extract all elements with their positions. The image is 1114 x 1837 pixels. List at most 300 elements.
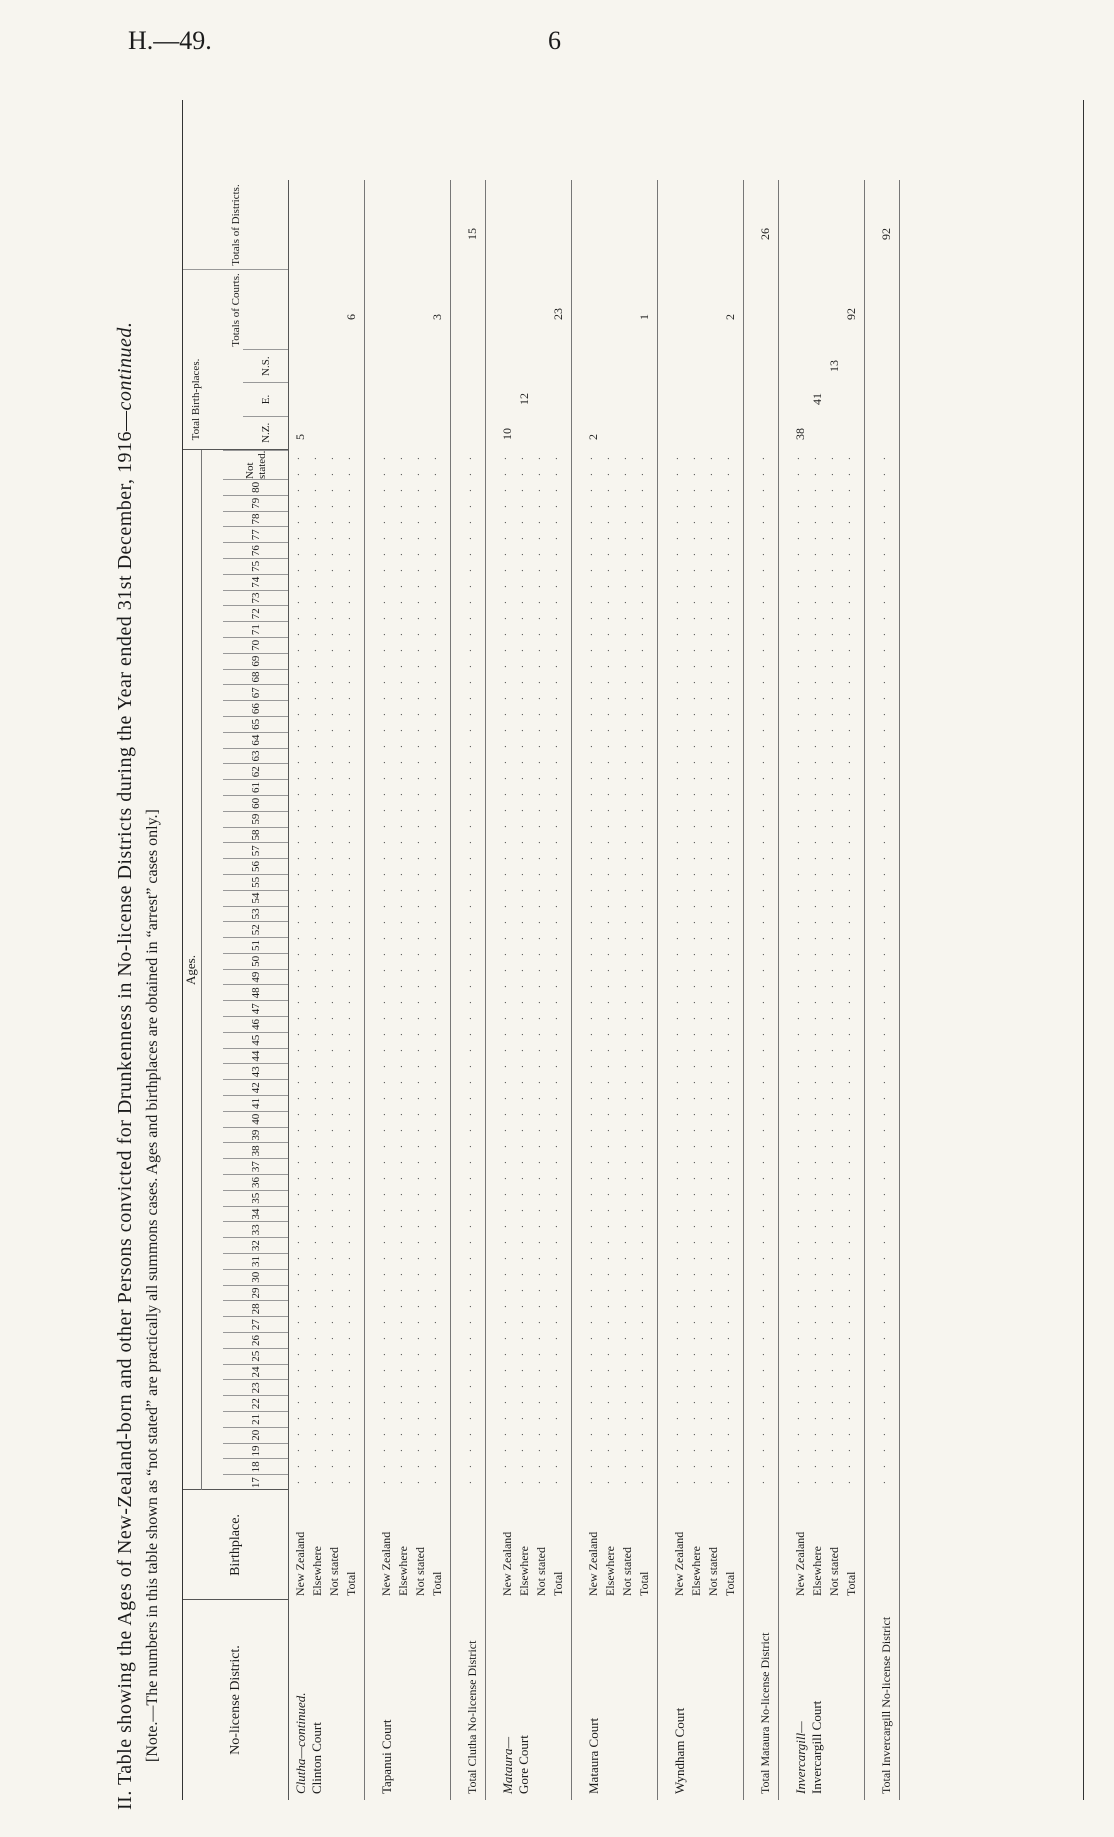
- age-cell: ·: [413, 1015, 425, 1021]
- age-cell: ·: [396, 1351, 408, 1357]
- age-cell: ·: [844, 887, 856, 893]
- age-cell: ·: [344, 727, 356, 733]
- age-cell: ·: [379, 903, 391, 909]
- table-note: [Note.—The numbers in this table shown as “not stated” are practically all summons cases. Ages and birthplaces are obtained in “arrest” cases only.]: [144, 809, 161, 1762]
- age-cell: ·: [500, 1351, 512, 1357]
- age-cell: ·: [344, 1111, 356, 1117]
- age-cell: ·: [413, 775, 425, 781]
- age-cells: [603, 450, 615, 1490]
- age-cell: ·: [586, 1399, 598, 1405]
- age-cell: ·: [586, 1047, 598, 1053]
- age-cell: ·: [672, 535, 684, 541]
- age-cell: ·: [430, 919, 442, 925]
- age-cell: ·: [620, 583, 632, 589]
- age-cell: ·: [827, 1223, 839, 1229]
- age-cell: ·: [620, 1415, 632, 1421]
- age-cell: ·: [586, 951, 598, 957]
- age-cell: ·: [327, 967, 339, 973]
- age-cell: ·: [689, 535, 701, 541]
- age-cell: ·: [827, 1095, 839, 1101]
- age-cell: ·: [723, 823, 735, 829]
- age-cell: ·: [758, 1303, 770, 1309]
- age-cell: ·: [551, 455, 563, 461]
- birthplace-label: Total: [430, 1571, 444, 1596]
- age-cell: ·: [413, 583, 425, 589]
- age-cell: ·: [844, 1303, 856, 1309]
- age-cell: ·: [413, 1031, 425, 1037]
- age-cell: ·: [758, 1223, 770, 1229]
- age-cell: ·: [603, 999, 615, 1005]
- age-cell: ·: [844, 1047, 856, 1053]
- age-cell: ·: [551, 1335, 563, 1341]
- age-cell: ·: [430, 615, 442, 621]
- age-cell: ·: [534, 471, 546, 477]
- age-cell: ·: [706, 1303, 718, 1309]
- age-cell: ·: [810, 935, 822, 941]
- age-cell: ·: [758, 1335, 770, 1341]
- age-cell: ·: [810, 1383, 822, 1389]
- age-cell: ·: [293, 759, 305, 765]
- age-cell: ·: [810, 807, 822, 813]
- age-cell: ·: [430, 1367, 442, 1373]
- age-cell: ·: [327, 1127, 339, 1133]
- age-cell: ·: [551, 1255, 563, 1261]
- age-cell: ·: [706, 1159, 718, 1165]
- age-cell: ·: [879, 1335, 891, 1341]
- age-cell: ·: [620, 759, 632, 765]
- age-cell: ·: [327, 935, 339, 941]
- age-cell: ·: [827, 1127, 839, 1133]
- age-cell: ·: [465, 679, 477, 685]
- age-cell: ·: [396, 903, 408, 909]
- age-cell: ·: [879, 1415, 891, 1421]
- age-cell: ·: [620, 695, 632, 701]
- age-cell: ·: [310, 1207, 322, 1213]
- age-cell: ·: [413, 519, 425, 525]
- age-cell: ·: [689, 1159, 701, 1165]
- age-cell: ·: [379, 935, 391, 941]
- age-cell: ·: [293, 1095, 305, 1101]
- age-cell: ·: [689, 695, 701, 701]
- age-cell: ·: [603, 1063, 615, 1069]
- age-cell: ·: [689, 727, 701, 733]
- age-cell: ·: [603, 1271, 615, 1277]
- age-label: 21: [223, 1411, 288, 1427]
- age-cell: ·: [534, 775, 546, 781]
- age-cell: ·: [706, 935, 718, 941]
- age-cell: ·: [672, 903, 684, 909]
- age-cell: ·: [827, 1063, 839, 1069]
- age-cell: ·: [396, 807, 408, 813]
- age-cell: ·: [310, 1095, 322, 1101]
- age-cell: ·: [310, 583, 322, 589]
- age-cell: ·: [430, 807, 442, 813]
- birthplace-label: Elsewhere: [517, 1546, 531, 1596]
- age-cell: ·: [551, 471, 563, 477]
- age-cell: ·: [672, 935, 684, 941]
- age-cell: ·: [758, 1319, 770, 1325]
- age-cell: ·: [689, 967, 701, 973]
- age-cell: ·: [706, 1463, 718, 1469]
- data-table: [182, 100, 1084, 1800]
- birthplace-label: Total: [723, 1571, 737, 1596]
- age-cell: ·: [827, 903, 839, 909]
- age-cell: ·: [603, 743, 615, 749]
- age-label: 49: [223, 969, 288, 985]
- age-cell: ·: [327, 1383, 339, 1389]
- age-cell: ·: [603, 1479, 615, 1485]
- age-label: 72: [223, 605, 288, 621]
- age-cell: ·: [396, 535, 408, 541]
- age-cell: ·: [293, 567, 305, 573]
- age-cell: ·: [810, 1175, 822, 1181]
- birthplace-label: Total: [551, 1571, 565, 1596]
- age-cell: ·: [413, 615, 425, 621]
- age-cells: [534, 450, 546, 1490]
- age-cell: ·: [758, 679, 770, 685]
- age-cell: ·: [517, 1095, 529, 1101]
- age-cell: ·: [603, 1287, 615, 1293]
- age-cell: ·: [534, 1239, 546, 1245]
- age-cell: ·: [844, 1319, 856, 1325]
- age-cell: ·: [758, 1095, 770, 1101]
- age-cell: ·: [500, 1207, 512, 1213]
- age-label: 46: [223, 1016, 288, 1032]
- birthplace-label: Elsewhere: [396, 1546, 410, 1596]
- age-cell: ·: [413, 887, 425, 893]
- age-cell: ·: [810, 759, 822, 765]
- age-cell: ·: [430, 1383, 442, 1389]
- value-cell: 3: [430, 314, 444, 320]
- age-cell: ·: [637, 1479, 649, 1485]
- age-cell: ·: [379, 855, 391, 861]
- age-cell: ·: [758, 1271, 770, 1277]
- age-cell: ·: [413, 711, 425, 717]
- age-cell: ·: [534, 951, 546, 957]
- age-cell: ·: [879, 1207, 891, 1213]
- age-cell: ·: [396, 919, 408, 925]
- age-cell: ·: [396, 1111, 408, 1117]
- district-name: Clutha—continued.: [293, 1692, 308, 1794]
- age-cell: ·: [603, 663, 615, 669]
- age-cell: ·: [706, 1479, 718, 1485]
- age-cell: ·: [758, 1239, 770, 1245]
- age-cell: ·: [500, 823, 512, 829]
- age-cell: ·: [620, 1063, 632, 1069]
- age-cell: ·: [637, 935, 649, 941]
- age-cell: ·: [534, 1287, 546, 1293]
- age-cell: ·: [379, 1399, 391, 1405]
- age-cell: ·: [517, 1463, 529, 1469]
- age-cell: ·: [723, 583, 735, 589]
- age-cell: ·: [327, 487, 339, 493]
- age-cell: ·: [551, 1031, 563, 1037]
- age-cell: ·: [810, 647, 822, 653]
- age-cell: ·: [637, 551, 649, 557]
- age-cell: ·: [517, 1015, 529, 1021]
- age-cell: ·: [844, 519, 856, 525]
- age-cell: ·: [810, 583, 822, 589]
- age-cell: ·: [637, 519, 649, 525]
- age-cell: ·: [810, 1351, 822, 1357]
- age-cell: ·: [758, 535, 770, 541]
- age-cell: ·: [844, 855, 856, 861]
- age-cell: ·: [517, 647, 529, 653]
- age-cell: ·: [603, 727, 615, 733]
- age-cell: ·: [844, 1367, 856, 1373]
- age-cell: ·: [844, 807, 856, 813]
- age-cell: ·: [551, 711, 563, 717]
- age-cell: ·: [810, 1191, 822, 1197]
- age-cell: ·: [689, 1191, 701, 1197]
- age-cell: ·: [344, 1095, 356, 1101]
- age-cell: ·: [534, 1351, 546, 1357]
- age-cell: ·: [344, 1383, 356, 1389]
- age-cell: ·: [706, 903, 718, 909]
- age-cell: ·: [879, 631, 891, 637]
- age-cell: ·: [327, 1175, 339, 1181]
- age-cell: ·: [793, 1191, 805, 1197]
- age-cell: ·: [586, 1159, 598, 1165]
- age-cell: ·: [293, 775, 305, 781]
- age-cells: [413, 450, 425, 1490]
- age-cell: ·: [413, 455, 425, 461]
- birthplace-label: Total: [844, 1571, 858, 1596]
- age-cell: ·: [500, 1287, 512, 1293]
- group-separator: [450, 180, 451, 1800]
- age-cell: ·: [465, 1303, 477, 1309]
- age-cell: ·: [706, 1047, 718, 1053]
- age-cell: ·: [706, 871, 718, 877]
- age-cell: ·: [293, 1159, 305, 1165]
- age-cell: ·: [396, 855, 408, 861]
- age-cell: ·: [827, 839, 839, 845]
- age-cell: ·: [327, 759, 339, 765]
- age-cell: ·: [758, 983, 770, 989]
- age-cell: ·: [637, 1399, 649, 1405]
- age-cell: ·: [603, 567, 615, 573]
- age-cell: ·: [534, 1143, 546, 1149]
- age-cell: ·: [327, 535, 339, 541]
- age-cell: ·: [637, 615, 649, 621]
- age-cell: ·: [879, 1479, 891, 1485]
- age-cell: ·: [430, 791, 442, 797]
- age-cell: ·: [344, 551, 356, 557]
- age-cell: ·: [465, 663, 477, 669]
- age-cell: ·: [620, 983, 632, 989]
- value-cell: 12: [517, 393, 531, 405]
- age-cell: ·: [758, 1255, 770, 1261]
- age-cell: ·: [706, 823, 718, 829]
- age-cell: ·: [603, 1431, 615, 1437]
- age-cell: ·: [517, 743, 529, 749]
- age-cell: ·: [706, 1335, 718, 1341]
- age-cell: ·: [723, 519, 735, 525]
- age-cell: ·: [465, 1431, 477, 1437]
- age-cell: ·: [844, 791, 856, 797]
- age-cell: ·: [551, 759, 563, 765]
- age-cell: ·: [430, 599, 442, 605]
- age-cell: ·: [551, 615, 563, 621]
- age-cell: ·: [534, 663, 546, 669]
- age-cell: ·: [620, 935, 632, 941]
- age-cell: ·: [430, 503, 442, 509]
- age-label: 60: [223, 795, 288, 811]
- age-cell: ·: [517, 1111, 529, 1117]
- age-cell: ·: [706, 1351, 718, 1357]
- age-cell: ·: [827, 1479, 839, 1485]
- age-cell: ·: [706, 679, 718, 685]
- district-name: Mataura—: [500, 1736, 515, 1794]
- age-cell: ·: [620, 1047, 632, 1053]
- age-cell: ·: [793, 663, 805, 669]
- age-cell: ·: [689, 631, 701, 637]
- age-cell: ·: [793, 887, 805, 893]
- age-cell: ·: [723, 743, 735, 749]
- age-cell: ·: [586, 519, 598, 525]
- age-cell: ·: [293, 983, 305, 989]
- age-cell: ·: [327, 647, 339, 653]
- age-cell: ·: [310, 727, 322, 733]
- age-cell: ·: [500, 759, 512, 765]
- age-cell: ·: [586, 1111, 598, 1117]
- birthplace-label: New Zealand: [672, 1531, 686, 1596]
- age-cell: ·: [879, 743, 891, 749]
- age-cell: ·: [551, 1079, 563, 1085]
- age-cell: ·: [551, 551, 563, 557]
- age-cell: ·: [637, 903, 649, 909]
- age-cell: ·: [344, 1079, 356, 1085]
- age-cell: ·: [827, 951, 839, 957]
- age-cell: ·: [586, 967, 598, 973]
- age-cell: ·: [327, 903, 339, 909]
- age-cell: ·: [706, 983, 718, 989]
- age-cell: ·: [723, 983, 735, 989]
- age-cell: ·: [500, 487, 512, 493]
- age-cell: ·: [689, 615, 701, 621]
- age-cell: ·: [430, 983, 442, 989]
- age-cell: ·: [827, 487, 839, 493]
- age-cell: ·: [534, 519, 546, 525]
- age-cell: ·: [827, 695, 839, 701]
- age-cell: ·: [603, 823, 615, 829]
- age-cell: ·: [879, 823, 891, 829]
- age-cell: ·: [827, 567, 839, 573]
- age-cell: ·: [723, 599, 735, 605]
- age-cell: ·: [620, 1383, 632, 1389]
- age-cell: ·: [327, 807, 339, 813]
- age-cell: ·: [310, 903, 322, 909]
- age-cell: ·: [379, 999, 391, 1005]
- age-cell: ·: [327, 1031, 339, 1037]
- age-cell: ·: [344, 919, 356, 925]
- age-cell: ·: [689, 791, 701, 797]
- age-cell: ·: [672, 1143, 684, 1149]
- group-separator: [743, 180, 744, 1800]
- age-cell: ·: [517, 487, 529, 493]
- age-cell: ·: [758, 791, 770, 797]
- age-cell: ·: [500, 903, 512, 909]
- age-cell: ·: [586, 551, 598, 557]
- group-separator: [899, 180, 900, 1800]
- age-cell: ·: [723, 647, 735, 653]
- age-cell: ·: [310, 871, 322, 877]
- age-cell: ·: [879, 1111, 891, 1117]
- age-cell: ·: [603, 1095, 615, 1101]
- age-cell: ·: [879, 1079, 891, 1085]
- age-cell: ·: [500, 1303, 512, 1309]
- age-cell: ·: [793, 679, 805, 685]
- age-cell: ·: [758, 1111, 770, 1117]
- age-cell: ·: [413, 1335, 425, 1341]
- age-cell: ·: [534, 967, 546, 973]
- age-cell: ·: [879, 1271, 891, 1277]
- age-cell: ·: [413, 471, 425, 477]
- value-cell: 26: [758, 228, 772, 240]
- age-cell: ·: [723, 1479, 735, 1485]
- age-cell: ·: [534, 1207, 546, 1213]
- age-cells: [810, 450, 822, 1490]
- age-cell: ·: [379, 583, 391, 589]
- age-cell: ·: [517, 759, 529, 765]
- age-cell: ·: [327, 1223, 339, 1229]
- age-cell: ·: [672, 871, 684, 877]
- age-cell: ·: [844, 471, 856, 477]
- age-cell: ·: [793, 631, 805, 637]
- age-cell: ·: [689, 1175, 701, 1181]
- age-cell: ·: [465, 1255, 477, 1261]
- age-cell: ·: [500, 631, 512, 637]
- age-cell: ·: [430, 551, 442, 557]
- age-cell: ·: [672, 487, 684, 493]
- age-cell: ·: [396, 647, 408, 653]
- age-cell: ·: [293, 695, 305, 701]
- age-cell: ·: [379, 471, 391, 477]
- age-cell: ·: [810, 871, 822, 877]
- age-cell: ·: [517, 855, 529, 861]
- age-cell: ·: [465, 1127, 477, 1133]
- age-cell: ·: [706, 759, 718, 765]
- age-cell: ·: [689, 551, 701, 557]
- age-cell: ·: [844, 455, 856, 461]
- age-cell: ·: [793, 535, 805, 541]
- age-cell: ·: [620, 1207, 632, 1213]
- age-cell: ·: [586, 759, 598, 765]
- age-cell: ·: [637, 1015, 649, 1021]
- age-cell: ·: [293, 599, 305, 605]
- age-cell: ·: [827, 1463, 839, 1469]
- age-cell: ·: [672, 1111, 684, 1117]
- age-cell: ·: [637, 631, 649, 637]
- age-cell: ·: [517, 1079, 529, 1085]
- age-cell: ·: [879, 1383, 891, 1389]
- age-cell: ·: [758, 1287, 770, 1293]
- age-cell: ·: [293, 647, 305, 653]
- age-cell: ·: [551, 1015, 563, 1021]
- age-cell: ·: [586, 775, 598, 781]
- age-cell: ·: [723, 1447, 735, 1453]
- age-cell: ·: [500, 1335, 512, 1341]
- age-cell: ·: [327, 887, 339, 893]
- age-cell: ·: [827, 999, 839, 1005]
- age-cell: ·: [689, 1239, 701, 1245]
- age-cell: ·: [586, 1015, 598, 1021]
- age-cell: ·: [413, 1191, 425, 1197]
- age-cell: ·: [689, 1047, 701, 1053]
- age-cell: ·: [706, 1095, 718, 1101]
- age-cell: ·: [500, 1031, 512, 1037]
- age-cell: ·: [827, 503, 839, 509]
